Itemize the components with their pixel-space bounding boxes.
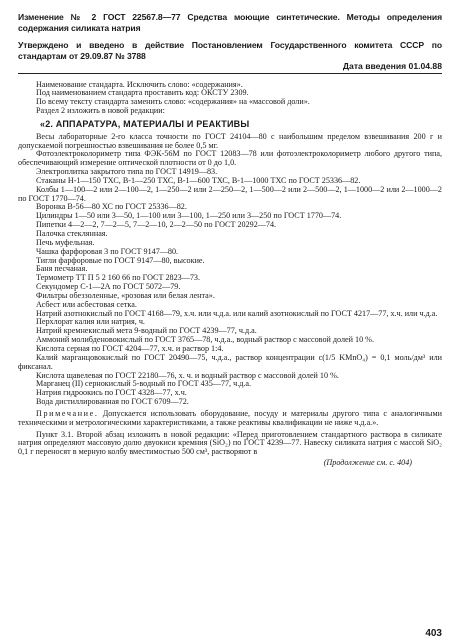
list-item: Натрий кремнекислый мета 9-водный по ГОСТ 4239—77, ч.д.а. <box>36 326 257 336</box>
list-item: Термометр ТТ П 5 2 160 66 по ГОСТ 2823—73. <box>36 273 201 283</box>
list-item: Баня песчаная. <box>36 264 88 274</box>
document-body <box>18 81 442 468</box>
note-text: Допускается использовать оборудование, посуду и материалы другого типа с аналогичными техническими и метрологическими характеристиками, а также реактивы квалификации не ниже ч.д.а.». <box>18 408 442 427</box>
list-item: Вода дистиллированная по ГОСТ 6709—72. <box>36 397 189 407</box>
paragraph-1: Наименование стандарта. Исключить слово: «содержания». <box>36 79 243 89</box>
header-divider <box>18 73 442 74</box>
list-item: Асбест или асбестовая сетка. <box>36 299 137 309</box>
list-item: Натрий азотнокислый по ГОСТ 4168—79, х.ч. или ч.д.а. или калий азотнокислый по ГОСТ 4217—77, х.ч. или ч.д.а. <box>36 308 438 318</box>
list-item: Перхлорат калия или натрия, ч. <box>36 317 145 327</box>
list-item: Колбы 1—100—2 или 2—100—2, 1—250—2 или 2—250—2, 1—500—2 или 2—500—2, 1—1000—2 или 2—1000—2 по ГОСТ 1770—74. <box>18 184 442 203</box>
document-page <box>18 12 442 468</box>
list-item: Цилиндры 1—50 или 3—50, 1—100 или 3—100, 1—250 или 3—250 по ГОСТ 1770—74. <box>36 211 342 221</box>
equipment-list <box>18 133 442 407</box>
approval-text: Утверждено и введено в действие Постановлением Государственного комитета СССР по стандартам от 29.09.87 № 3788 <box>18 40 442 61</box>
change-title: Изменение № 2 ГОСТ 22567.8—77 Средства моющие синтетические. Методы определения содержания силиката натрия <box>18 12 442 33</box>
list-item: Палочка стеклянная. <box>36 229 108 238</box>
list-item: Воронка В-56—80 ХС по ГОСТ 25336—82. <box>36 202 187 212</box>
list-item: Марганец (II) сернокислый 5-водный по ГОСТ 435—77, ч.д.а. <box>36 379 252 389</box>
list-item: Фильтры обеззоленные, «розовая или белая лента». <box>36 290 215 300</box>
continuation-note: (Продолжение см. с. 404) <box>323 458 412 468</box>
list-item: Электроплитка закрытого типа по ГОСТ 14919—83. <box>36 167 218 177</box>
paragraph-4: Раздел 2 изложить в новой редакции: <box>36 106 165 116</box>
list-item: Весы лабораторные 2-го класса точности по ГОСТ 24104—80 с наибольшим пределом взвешивания 200 г и допускаемой погрешностью взвешивания не более 0,5 мг. <box>18 131 442 150</box>
list-item: Кислота серная по ГОСТ 4204—77, х.ч. и раствор 1:4. <box>36 343 224 353</box>
paragraph-3: По всему тексту стандарта заменить слово: «содержания» на «массовой доли». <box>36 97 310 107</box>
note-paragraph <box>18 410 442 428</box>
effective-date: Дата введения 01.04.88 <box>342 61 442 71</box>
page-number: 403 <box>425 628 442 639</box>
list-item: Печь муфельная. <box>36 237 95 247</box>
list-item: Стаканы Н-1—150 ТХС, В-1—250 ТХС, В-1—600 ТХС, В-1—1000 ТХС по ГОСТ 25336—82. <box>36 175 361 185</box>
list-item: Пипетки 4—2—2, 7—2—5, 7—2—10, 2—2—50 по ГОСТ 20292—74. <box>36 220 277 230</box>
list-item: Секундомер С-1—2А по ГОСТ 5072—79. <box>36 282 181 292</box>
list-item: Чашка фарфоровая 3 по ГОСТ 9147—80. <box>36 246 179 256</box>
paragraph-2: Под наименованием стандарта проставить код: ОКСТУ 2309. <box>36 88 249 98</box>
list-item: Фотоэлектроколориметр типа ФЭК-56М по ГОСТ 12083—78 или фотоэлектроколориметр любого другого типа, обеспечивающий измерение оптической плотности от 0 до 1,0. <box>18 149 442 168</box>
note-label: Примечание. <box>36 408 99 418</box>
section-title: «2. АППАРАТУРА, МАТЕРИАЛЫ И РЕАКТИВЫ <box>40 118 250 129</box>
list-item: Аммоний молибденовокислый по ГОСТ 3765—78, ч.д.а., водный раствор с массовой долей 10 %. <box>36 335 374 345</box>
paragraph-5: Пункт 3.1. Второй абзац изложить в новой редакции: «Перед приготовлением стандартного раствора в силикате натрия определяют массовую долю двуокиси кремния (SiO₂) по ГОСТ 4239—77. Навеску силиката натрия с массой SiO₂ 0,1 г переносят в мерную колбу вместимостью 500 см³, растворяют в <box>18 429 442 457</box>
list-item: Тигли фарфоровые по ГОСТ 9147—80, высокие. <box>36 255 205 265</box>
list-item: Натрия гидроокись по ГОСТ 4328—77, х.ч. <box>36 388 187 398</box>
list-item: Кислота щавелевая по ГОСТ 22180—76, х. ч. и водный раствор с массовой долей 10 %. <box>36 370 339 380</box>
list-item: Калий марганцовокислый по ГОСТ 20490—75, ч.д.а., раствор концентрации c(1/5 KMnO₄) = 0,1 моль/дм³ или фиксанал. <box>18 352 442 371</box>
